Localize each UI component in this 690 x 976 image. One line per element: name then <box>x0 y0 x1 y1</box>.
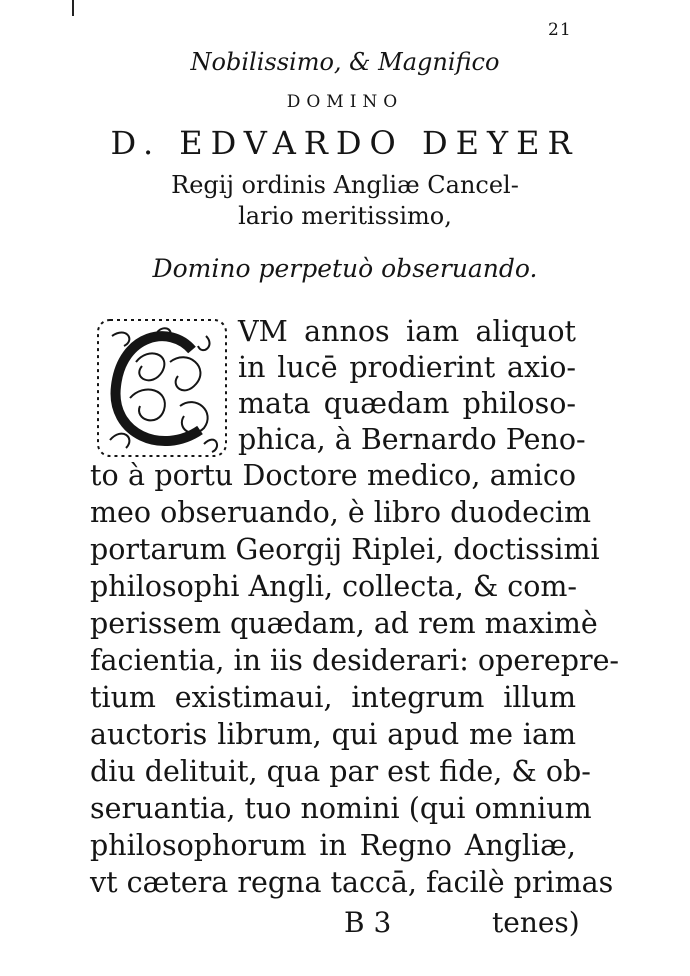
text-line: vt cætera regna taccā, facilè primas <box>90 866 614 899</box>
text-line: to à portu Doctore medico, amico <box>90 459 576 492</box>
dedication-title-line-2: lario meritissimo, <box>238 202 452 230</box>
text-line: diu delituit, qua par est fide, & ob- <box>90 755 591 788</box>
text-line: meo obseruando, è libro duodecim <box>90 496 592 529</box>
signature-mark: B 3 <box>344 906 392 939</box>
dedication-salutation: Nobilissimo, & Magnifico <box>190 48 500 76</box>
text-line: perissem quædam, ad rem maximè <box>90 607 598 640</box>
catchword: tenes) <box>492 906 580 939</box>
dedication-name: D. EDVARDO DEYER <box>110 124 580 162</box>
dedication-title <box>60 170 630 232</box>
text-line: philosophi Angli, collecta, & com- <box>90 570 578 603</box>
text-line: portarum Georgij Riplei, doctissimi <box>90 533 600 566</box>
decorated-initial-c <box>92 314 232 464</box>
page-number: 21 <box>548 20 572 40</box>
text-line: phica, à Bernardo Peno- <box>238 423 586 456</box>
text-line: auctoris librum, qui apud me iam <box>90 718 576 751</box>
text-line: in lucē prodierint axio- <box>238 351 576 384</box>
dedication-domino: DOMINO <box>286 92 404 112</box>
text-line: seruantia, tuo nomini (qui omnium <box>90 792 592 825</box>
text-line: tium existimaui, integrum illum <box>90 681 576 714</box>
dedication-closing: Domino perpetuò obseruando. <box>152 254 538 283</box>
text-line: facientia, in iis desiderari: operepre- <box>90 644 620 677</box>
binding-mark <box>72 0 74 16</box>
dedication-title-line-1: Regij ordinis Angliæ Cancel- <box>171 171 519 199</box>
text-line: philosophorum in Regno Angliæ, <box>90 829 576 862</box>
text-line: mata quædam philoso- <box>238 387 576 420</box>
text-line: VM annos iam aliquot <box>238 315 576 348</box>
